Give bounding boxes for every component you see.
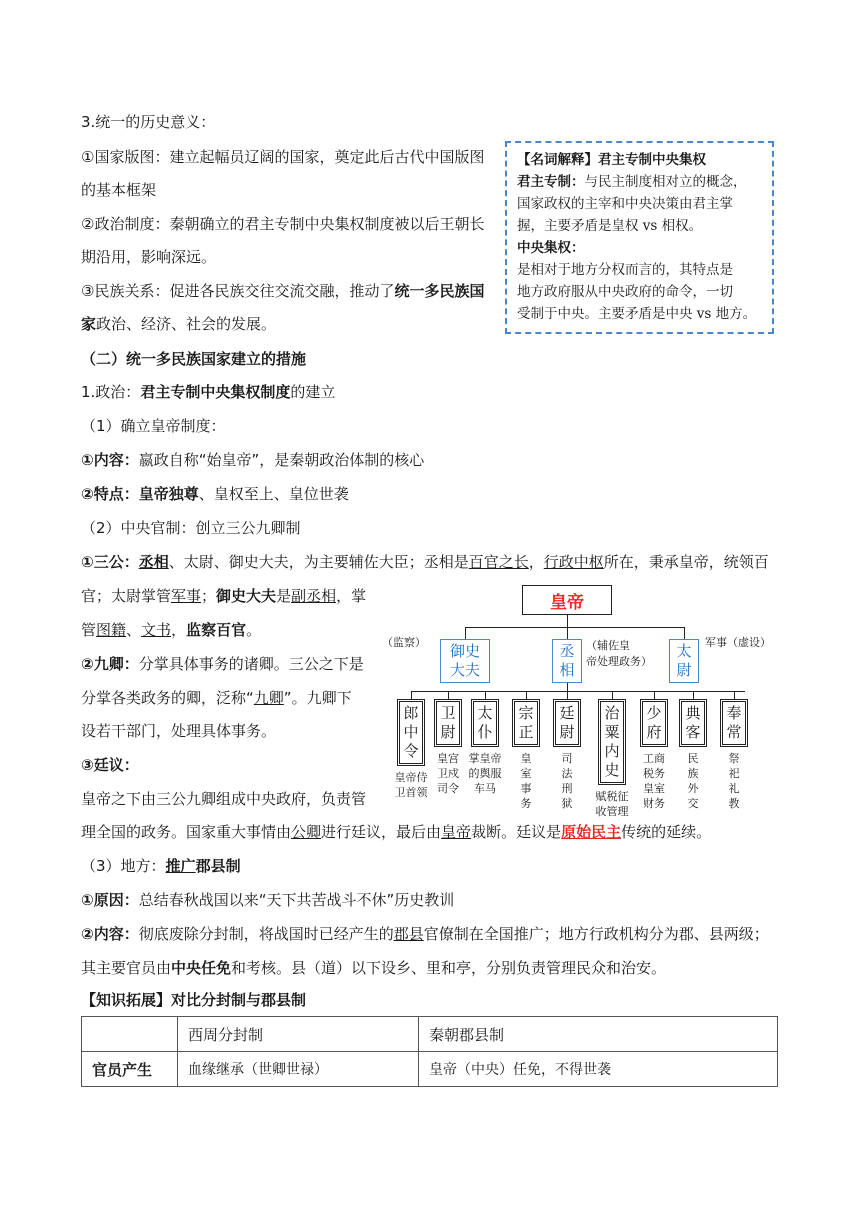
duty-line: 卫首领 xyxy=(394,786,428,799)
minister-name-char: 内 xyxy=(604,742,620,760)
underlined: 文书 xyxy=(141,621,172,639)
subheading-central xyxy=(81,518,301,538)
duty-line: 交 xyxy=(687,797,699,810)
jiuqing-line-1 xyxy=(81,654,364,674)
connector xyxy=(693,691,694,699)
text: 所在，秉承皇帝，统领百 xyxy=(603,553,769,571)
underlined: 推广 xyxy=(165,857,196,875)
connector xyxy=(567,691,568,699)
text: 嬴政自称“始皇帝”，是秦朝政治体制的核心 xyxy=(138,451,425,469)
minister-name-char: 仆 xyxy=(477,723,493,741)
emphasis: 君主专制中央集权制度 xyxy=(140,383,291,401)
politics-heading xyxy=(81,382,335,402)
label: ②内容： xyxy=(81,925,139,943)
connector xyxy=(485,691,486,699)
table-cell: 血缘继承（世卿世禄） xyxy=(178,1052,419,1087)
minister-name xyxy=(473,701,496,745)
tingyi-line-1 xyxy=(81,789,366,809)
minister-name-char: 少 xyxy=(646,704,662,722)
minister-name-char: 客 xyxy=(685,723,701,741)
label: ①内容： xyxy=(81,451,139,469)
minister-box xyxy=(598,699,626,785)
connector xyxy=(734,691,735,699)
duty-line: 狱 xyxy=(561,797,573,810)
duty-line: 车马 xyxy=(474,782,496,795)
text: 进行廷议，最后由 xyxy=(321,823,442,841)
text: 官；太尉掌管 xyxy=(81,587,172,605)
emphasis: 统一多民族国 xyxy=(394,282,485,300)
duty-line: 民 xyxy=(687,752,699,765)
duty-line: 教 xyxy=(728,797,740,810)
connector xyxy=(567,627,568,639)
minister-box xyxy=(553,699,581,747)
note-assist xyxy=(586,638,652,670)
jiuqing-line-2 xyxy=(81,688,352,708)
text: 彻底废除分封制，将战国时已经产生的 xyxy=(138,925,394,943)
text: 。 xyxy=(246,621,262,639)
text: 传统的延续。 xyxy=(621,823,712,841)
local-reason xyxy=(81,890,454,910)
label: 太 xyxy=(676,642,692,660)
note-line: 帝处理政务） xyxy=(586,655,652,668)
text: （3）地方： xyxy=(81,857,166,875)
underlined: 郡县 xyxy=(393,925,424,943)
minister-name xyxy=(555,701,578,745)
underlined: 行政中枢 xyxy=(543,553,604,571)
definition-line: 是相对于地方分权而言的，其特点是 xyxy=(517,262,733,278)
label: ①三公： xyxy=(81,553,139,571)
minister-name xyxy=(514,701,537,745)
duty-line: 祀 xyxy=(728,767,740,780)
text: ③民族关系：促进各民族交往交流交融，推动了 xyxy=(81,282,395,300)
sangong-line-1 xyxy=(81,552,769,572)
minister-name-char: 郎 xyxy=(403,704,419,722)
note-supervision: （监察） xyxy=(382,636,426,649)
definition-line: 地方政府服从中央政府的命令，一切 xyxy=(517,284,733,300)
org-chart xyxy=(380,580,780,820)
duty-line: 司令 xyxy=(437,782,459,795)
duty-line: 事 xyxy=(520,782,532,795)
title-text: 3.统一的历史意义： xyxy=(81,113,216,131)
text: 是 xyxy=(276,587,292,605)
table-cell: 皇帝（中央）任免，不得世袭 xyxy=(419,1052,778,1087)
term: 君主专制： xyxy=(517,174,585,190)
paragraph-politics-cont xyxy=(81,247,216,267)
text: （1）确立皇帝制度： xyxy=(81,417,226,435)
sangong-line-2 xyxy=(81,586,366,606)
text: ， xyxy=(171,621,187,639)
connector xyxy=(567,683,568,691)
label: 【知识拓展】 xyxy=(81,991,172,1009)
table-header-cell xyxy=(82,1017,178,1052)
paragraph-territory-cont xyxy=(81,180,156,200)
text: ”。九卿下 xyxy=(283,689,352,707)
text: 、皇权至上、皇位世袭 xyxy=(198,485,349,503)
minister-name-char: 粟 xyxy=(604,723,620,741)
minister-name xyxy=(436,701,459,745)
connector xyxy=(612,691,613,699)
text: 期沿用，影响深远。 xyxy=(81,248,217,266)
duty-line: 室 xyxy=(520,767,532,780)
taiwei-box xyxy=(669,639,699,683)
subheading-emperor xyxy=(81,416,226,436)
minister-box xyxy=(512,699,540,747)
minister-name-char: 奉 xyxy=(726,704,742,722)
table-header-cell: 秦朝郡县制 xyxy=(419,1017,778,1052)
minister-name-char: 治 xyxy=(604,704,620,722)
duty-line: 务 xyxy=(520,797,532,810)
label: ①原因： xyxy=(81,891,139,909)
minister-box xyxy=(679,699,707,747)
minister-box xyxy=(397,699,425,766)
duty-line: 祭 xyxy=(728,752,740,765)
minister-name-char: 常 xyxy=(726,723,742,741)
text: ，掌 xyxy=(336,587,367,605)
text: ②政治制度：秦朝确立的君主专制中央集权制度被以后王朝长 xyxy=(81,215,485,233)
duty-line: 卫戍 xyxy=(437,767,459,780)
connector xyxy=(448,691,449,699)
minister-name-char: 尉 xyxy=(559,723,575,741)
label: ②特点： xyxy=(81,485,139,503)
jiuqing-line-3 xyxy=(81,721,276,741)
duty-line: 刑 xyxy=(561,782,573,795)
minister-name-char: 宗 xyxy=(518,704,534,722)
text: 与民主制度相对立的概念， xyxy=(584,174,747,190)
text: 分掌具体事务的诸卿。三公之下是 xyxy=(138,655,364,673)
text: ①国家版图：建立起幅员辽阔的国家，奠定此后古代中国版图 xyxy=(81,148,485,166)
minister-name xyxy=(399,701,422,764)
text: 理全国的政务。国家重大事情由 xyxy=(81,823,292,841)
text: 的建立 xyxy=(290,383,336,401)
comparison-table xyxy=(81,1016,778,1087)
minister-box xyxy=(471,699,499,747)
table-cell: 官员产生 xyxy=(82,1052,178,1087)
text: 其主要官员由 xyxy=(81,959,172,977)
text: 、太尉、御史大夫，为主要辅佐大臣；丞相是 xyxy=(168,553,469,571)
underlined: 百官之长 xyxy=(468,553,529,571)
minister-name-char: 令 xyxy=(403,742,419,760)
connector xyxy=(411,691,412,699)
label: ②九卿： xyxy=(81,655,139,673)
sangong-line-3 xyxy=(81,620,261,640)
local-content-1 xyxy=(81,924,769,944)
note-military: 军事（虚设） xyxy=(705,636,771,649)
minister-name-char: 尉 xyxy=(440,723,456,741)
subheading-local xyxy=(81,856,241,876)
tingyi-label-line xyxy=(81,755,139,775)
local-content-2 xyxy=(81,958,666,978)
minister-name-char: 廷 xyxy=(559,704,575,722)
minister-duty xyxy=(709,751,759,811)
underlined: 丞相 xyxy=(138,553,169,571)
extension-heading xyxy=(81,990,306,1010)
text: 设若干部门，处理具体事务。 xyxy=(81,722,277,740)
table-row xyxy=(82,1052,778,1087)
minister-duty xyxy=(542,751,592,811)
text: ； xyxy=(201,587,217,605)
emphasis: 中央任免 xyxy=(171,959,232,977)
yushi-dafu-box xyxy=(440,639,490,683)
duty-line: 法 xyxy=(561,767,573,780)
duty-line: 族 xyxy=(687,767,699,780)
connector xyxy=(684,627,685,639)
label: 相 xyxy=(559,661,575,679)
underlined: 军事 xyxy=(171,587,202,605)
emphasis: 皇帝独尊 xyxy=(138,485,199,503)
label: 丞 xyxy=(559,642,575,660)
connector xyxy=(465,627,466,639)
definition-box xyxy=(505,141,774,334)
text: 1.政治： xyxy=(81,383,141,401)
definition-title: 【名词解释】君主专制中央集权 xyxy=(517,152,706,168)
emperor-box xyxy=(522,585,612,615)
duty-line: 赋税征 xyxy=(595,790,629,803)
text: （2）中央官制：创立三公九卿制 xyxy=(81,519,301,537)
duty-line: 皇帝侍 xyxy=(394,771,428,784)
emperor-content xyxy=(81,450,424,470)
duty-line: 收管理 xyxy=(595,805,629,818)
duty-line: 工商 xyxy=(643,752,665,765)
minister-name-char: 卫 xyxy=(440,704,456,722)
label: ③廷议： xyxy=(81,756,139,774)
connector xyxy=(411,691,745,692)
minister-box xyxy=(720,699,748,747)
duty-line: 皇室 xyxy=(643,782,665,795)
minister-name xyxy=(722,701,745,745)
emphasis: 家 xyxy=(81,315,97,333)
minister-name-char: 史 xyxy=(604,761,620,779)
underlined: 图籍 xyxy=(96,621,127,639)
paragraph-territory xyxy=(81,147,484,167)
definition-term: 中央集权： xyxy=(517,240,585,256)
paragraph-ethnic-cont xyxy=(81,314,276,334)
text: 分掌各类政务的卿，泛称“ xyxy=(81,689,254,707)
emperor-features xyxy=(81,484,349,504)
text: 的基本框架 xyxy=(81,181,157,199)
text: ， xyxy=(528,553,544,571)
table-header-cell: 西周分封制 xyxy=(178,1017,419,1052)
heading-text: （二）统一多民族国家建立的措施 xyxy=(81,350,307,368)
definition-line xyxy=(517,171,772,193)
paragraph-politics xyxy=(81,214,484,234)
text: 皇帝之下由三公九卿组成中央政府，负责管 xyxy=(81,790,367,808)
label: 大夫 xyxy=(449,661,480,679)
underlined: 公卿 xyxy=(291,823,322,841)
underlined: 九卿 xyxy=(253,689,284,707)
text: 政治、经济、社会的发展。 xyxy=(96,315,277,333)
emphasis: 郡县制 xyxy=(195,857,241,875)
section-3-title xyxy=(81,112,215,132)
label: 尉 xyxy=(676,661,692,679)
minister-name xyxy=(681,701,704,745)
table-header-row xyxy=(82,1017,778,1052)
connector xyxy=(567,615,568,627)
minister-name-char: 典 xyxy=(685,704,701,722)
minister-name xyxy=(642,701,665,745)
title: 对比分封制与郡县制 xyxy=(171,991,307,1009)
minister-box xyxy=(434,699,462,747)
text: 总结春秋战国以来“天下共苦战斗不休”历史教训 xyxy=(138,891,455,909)
minister-name-char: 正 xyxy=(518,723,534,741)
label: 御史 xyxy=(449,642,480,660)
text: 裁断。廷议是 xyxy=(471,823,562,841)
underlined: 副丞相 xyxy=(291,587,337,605)
duty-line: 的舆服 xyxy=(468,767,502,780)
minister-name xyxy=(600,701,623,783)
duty-line: 税务 xyxy=(643,767,665,780)
duty-line: 掌皇帝 xyxy=(468,752,502,765)
definition-line: 握，主要矛盾是皇权 vs 相权。 xyxy=(517,218,703,234)
emphasis: 监察百官 xyxy=(186,621,247,639)
duty-line: 财务 xyxy=(643,797,665,810)
minister-name-char: 太 xyxy=(477,704,493,722)
duty-line: 皇宫 xyxy=(437,752,459,765)
connector xyxy=(654,691,655,699)
tingyi-line-2 xyxy=(81,822,711,842)
emperor-label: 皇帝 xyxy=(550,592,584,613)
duty-line: 礼 xyxy=(728,782,740,795)
text: 官僚制在全国推广；地方行政机构分为郡、县两级； xyxy=(423,925,769,943)
note-line: （辅佐皇 xyxy=(586,639,630,652)
connector xyxy=(526,691,527,699)
red-emphasis: 原始民主 xyxy=(561,823,622,841)
definition-line: 国家政权的主宰和中央决策由君主掌 xyxy=(517,196,733,212)
minister-name-char: 府 xyxy=(646,723,662,741)
emphasis: 御史大夫 xyxy=(216,587,277,605)
text: 、 xyxy=(126,621,142,639)
definition-line: 受制于中央。主要矛盾是中央 vs 地方。 xyxy=(517,306,757,322)
minister-box xyxy=(640,699,668,747)
minister-name-char: 中 xyxy=(403,723,419,741)
chengxiang-box xyxy=(552,639,582,683)
duty-line: 司 xyxy=(561,752,573,765)
duty-line: 皇 xyxy=(520,752,532,765)
connector xyxy=(465,627,685,628)
paragraph-ethnic xyxy=(81,281,484,301)
duty-line: 外 xyxy=(687,782,699,795)
text: 管 xyxy=(81,621,97,639)
text: 和考核。县（道）以下设乡、里和亭，分别负责管理民众和治安。 xyxy=(231,959,667,977)
underlined: 皇帝 xyxy=(441,823,472,841)
part-2-heading xyxy=(81,349,306,369)
